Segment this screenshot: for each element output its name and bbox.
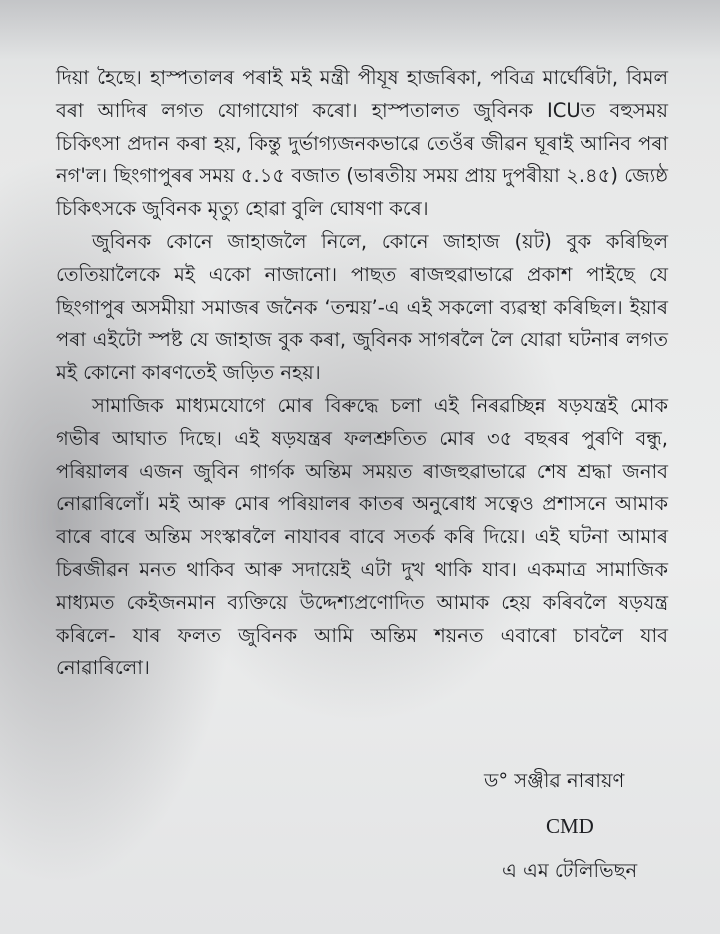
signatory-organization: এ এম টেলিভিছন <box>502 859 638 882</box>
letter-paragraph-2: জুবিনক কোনে জাহাজলৈ নিলে, কোনে জাহাজ (য়ট) বুক কৰিছিল তেতিয়ালৈকে মই একো নাজানো। পাছত ৰাজহুৱাভাৱে প্ৰকাশ পাইছে যে ছিংগাপুৰ অসমীয়া সমাজৰ জনৈক ‘তন্ময়’-এ এই সকলো ব্যৱস্থা কৰিছিল। ইয়াৰ পৰা এইটো স্পষ্ট যে জাহাজ বুক কৰা, জুবিনক সাগৰলৈ লৈ যোৱা ঘটনাৰ লগত মই কোনো কাৰণতেই জড়িত নহয়। <box>56 229 668 385</box>
page-shadow <box>0 0 720 60</box>
letter-paragraph-1: দিয়া হৈছে। হাস্পতালৰ পৰাই মই মন্ত্ৰী পীযূষ হাজৰিকা, পবিত্ৰ মাৰ্ঘেৰিটা, বিমল বৰা আদিৰ লগত যোগাযোগ কৰো। হাস্পতালত জুবিনক ICUত বহুসময় চিকিৎসা প্ৰদান কৰা হয়, কিন্তু দুৰ্ভাগ্যজনকভাৱে তেওঁৰ জীৱন ঘূৰাই আনিব পৰা নগ'ল। ছিংগাপুৰৰ সময় ৫.১৫ বজাত (ভাৰতীয় সময় প্ৰায় দুপৰীয়া ২.৪৫) জ্যেষ্ঠ চিকিৎসকে জুবিনক মৃত্যু হোৱা বুলি ঘোষণা কৰে। <box>56 66 668 221</box>
letter-paragraph-3: সামাজিক মাধ্যমযোগে মোৰ বিৰুদ্ধে চলা এই নিৰৱচ্ছিন্ন ষড়যন্ত্ৰই মোক গভীৰ আঘাত দিছে। এই ষড়যন্ত্ৰৰ ফলশ্ৰুতিত মোৰ ৩৫ বছৰৰ পুৰণি বন্ধু, পৰিয়ালৰ এজন জুবিন গাৰ্গক অন্তিম সময়ত ৰাজহুৱাভাৱে শেষ শ্ৰদ্ধা জনাব নোৱাৰিলোঁ। মই আৰু মোৰ পৰিয়ালৰ কাতৰ অনুৰোধ সত্বেও প্ৰশাসনে আমাক বাৰে বাৰে অন্তিম সংস্কাৰলৈ নাযাবৰ বাবে সতৰ্ক কৰি দিয়ে। এই ঘটনা আমাৰ চিৰজীৱন মনত থাকিব আৰু সদায়েই এটা দুখ থাকি যাব। একমাত্ৰ সামাজিক মাধ্যমত কেইজনমান ব্যক্তিয়ে উদ্দেশ্যপ্ৰণোদিত আমাক হেয় কৰিবলৈ ষড়যন্ত্ৰ কৰিলে- যাৰ ফলত জুবিনক আমি অন্তিম শয়নত এবাৰো চাবলৈ যাব নোৱাৰিলো। <box>56 393 668 680</box>
signatory-role: CMD <box>546 814 594 838</box>
letter-body <box>56 62 668 685</box>
signatory-name: ড° সঞ্জীৱ নাৰায়ণ <box>484 769 625 792</box>
